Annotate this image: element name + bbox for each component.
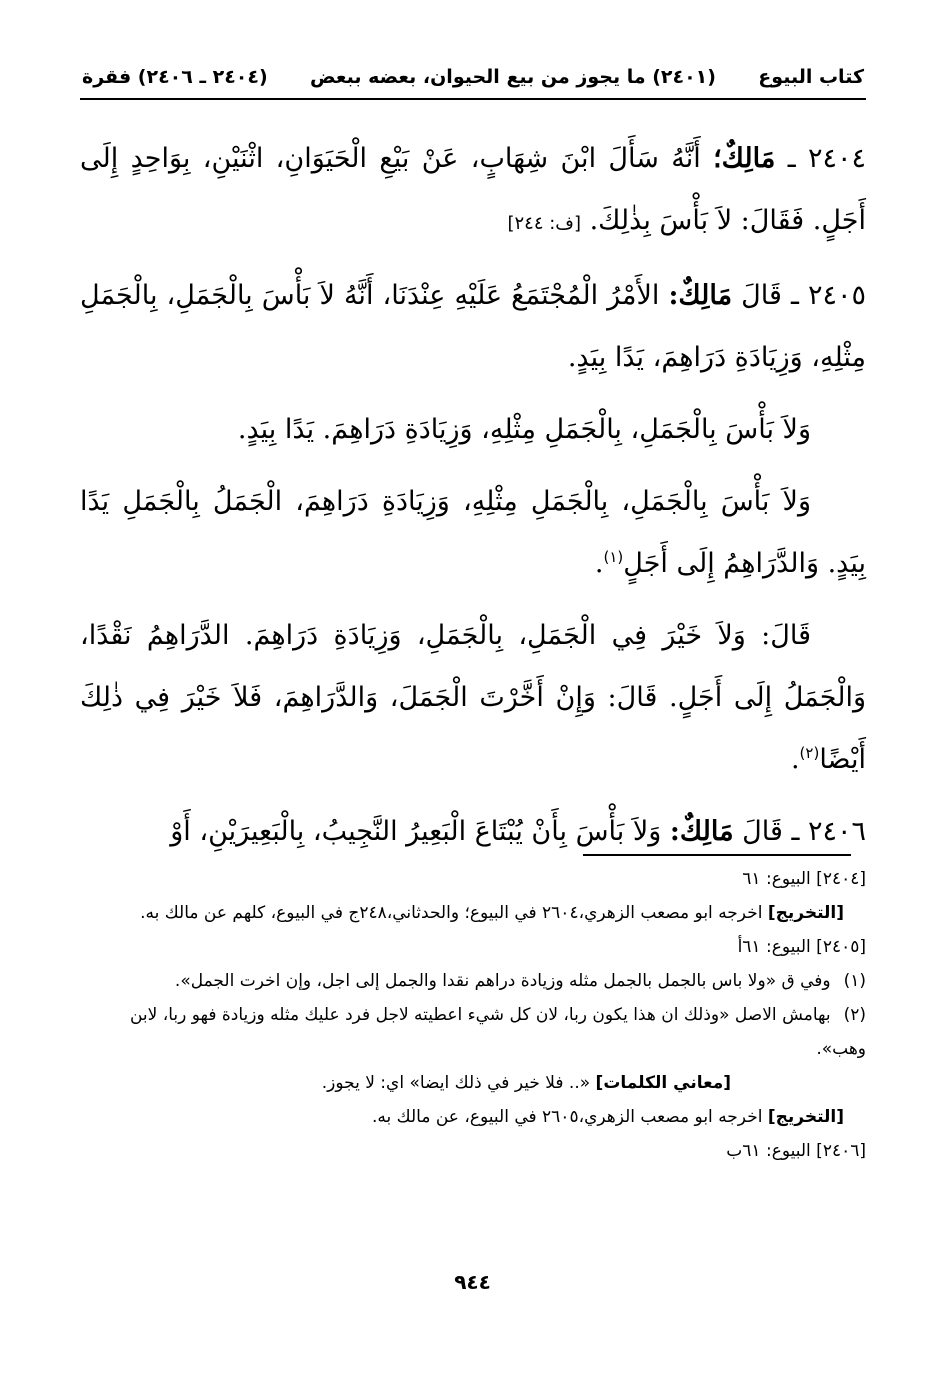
note-2405-reference: [٢٤٠٥] البيوع: ٦١أ (737, 937, 866, 957)
header-paragraph-range: (٢٤٠٤ ـ ٢٤٠٦) فقرة (82, 66, 268, 88)
note-2404-reference: [٢٤٠٤] البيوع: ٦١ (742, 869, 866, 889)
paragraph-text: وَلاَ بَأْسَ بِالْجَمَلِ، بِالْجَمَلِ مِثْلِهِ، وَزِيَادَةِ دَرَاهِمَ. يَدًا بِيَدٍ. (237, 414, 811, 445)
paragraph-tail: . (790, 744, 800, 775)
paragraph-number: ٢٤٠٥ ـ (790, 280, 866, 311)
footnote-1 (80, 964, 866, 998)
paragraph-number: ٢٤٠٦ ـ (791, 816, 866, 847)
paragraph (80, 399, 866, 461)
takhrij-text: اخرجه ابو مصعب الزهري،٢٦٠٥ في البيوع، عن مالك به. (372, 1107, 763, 1127)
footnote-rule (583, 854, 851, 856)
header-chapter-title: (٢٤٠١) ما يجوز من بيع الحيوان، بعضه ببعض (310, 66, 716, 88)
page-number: ٩٤٤ (454, 1270, 491, 1294)
paragraph-text: الأَمْرُ الْمُجْتَمَعُ عَلَيْهِ عِنْدَنَا، أَنَّهُ لاَ بَأْسَ بِالْجَمَلِ، بِالْجَمَلِ مِثْلِهِ، وَزِيَادَةِ دَرَاهِمَ، يَدًا بِيَدٍ. (80, 280, 866, 373)
paragraph-text: وَلاَ بَأْسَ بِأَنْ يُبْتَاعَ الْبَعِيرُ النَّجِيبُ، بِالْبَعِيرَيْنِ، أَوْ (170, 816, 662, 847)
footnote-text: بهامش الاصل «وذلك ان هذا يكون ربا، لان كل شيء اعطيته لاجل فرد عليك مثله وزيادة فهو ربا، لابن وهب». (129, 1005, 866, 1059)
note-word-meanings (80, 1066, 866, 1100)
word-meanings-label: [معاني الكلمات] (595, 1073, 731, 1093)
paragraph-text: قَالَ: وَلاَ خَيْرَ فِي الْجَمَلِ، بِالْجَمَلِ، وَزِيَادَةِ دَرَاهِمَ. الدَّرَاهِمُ نَقْدًا، وَالْجَمَلُ إِلَى أَجَلٍ. قَالَ: وَإِنْ أَخَّرْتَ الْجَمَلَ، وَالدَّرَاهِمَ، فَلاَ خَيْرَ فِي ذٰلِكَ أَيْضًا (80, 620, 866, 775)
takhrij-text: اخرجه ابو مصعب الزهري،٢٦٠٤ في البيوع؛ والحدثاني،٢٤٨ج في البيوع، كلهم عن مالك به. (140, 903, 763, 923)
note-2404-takhrij (80, 896, 866, 930)
running-header (82, 58, 864, 96)
takhrij-label: [التخريج] (767, 1107, 844, 1127)
note-2405-takhrij (80, 1100, 866, 1134)
paragraph-number: ٢٤٠٤ ـ (787, 143, 866, 174)
header-rule (80, 98, 866, 100)
narrator-name: مَالِكٌ؛ (713, 143, 776, 174)
footnote-ref-2[interactable]: (٢) (799, 744, 820, 762)
note-2406-reference: [٢٤٠٦] البيوع: ٦١ب (726, 1141, 866, 1161)
footnote-text: وفي ق «ولا باس بالجمل بالجمل مثله وزيادة دراهم نقدا والجمل إلى اجل، وإن اخرت الجمل». (174, 971, 831, 991)
paragraph (80, 471, 866, 595)
paragraph-text: وَلاَ بَأْسَ بِالْجَمَلِ، بِالْجَمَلِ مِثْلِهِ، وَزِيَادَةِ دَرَاهِمَ، الْجَمَلُ بِالْجَمَلِ يَدًا بِيَدٍ. وَالدَّرَاهِمُ إِلَى أَجَلٍ (80, 486, 866, 579)
paragraph-text: أَنَّهُ سَأَلَ ابْنَ شِهَابٍ، عَنْ بَيْعِ الْحَيَوَانِ، اثْنَيْنِ، بِوَاحِدٍ إِلَى أَجَلٍ. فَقَالَ: لاَ بَأْسَ بِذٰلِكَ. (80, 143, 866, 236)
paragraph-2404 (80, 128, 866, 255)
paragraph (80, 605, 866, 791)
header-book-title: كتاب البيوع (758, 66, 864, 88)
footnote-ref-1[interactable]: (١) (603, 548, 624, 566)
footnote-number: (١) (843, 971, 866, 991)
paragraph-intro: قَالَ (741, 280, 782, 311)
main-text (80, 128, 866, 873)
takhrij-label: [التخريج] (767, 903, 844, 923)
paragraph-tail: . (594, 548, 604, 579)
paragraph-2405 (80, 265, 866, 389)
narrator-name: مَالِكٌ: (668, 280, 733, 311)
word-meanings-text: «.. فلا خير في ذلك ايضا» اي: لا يجوز. (321, 1073, 591, 1093)
footnote-2 (80, 998, 866, 1066)
footnotes (80, 862, 866, 1168)
folio-marker: [ف: ٢٤٤] (507, 213, 581, 234)
paragraph-intro: قَالَ (742, 816, 783, 847)
narrator-name: مَالِكٌ: (669, 816, 734, 847)
footnote-number: (٢) (843, 1005, 866, 1025)
